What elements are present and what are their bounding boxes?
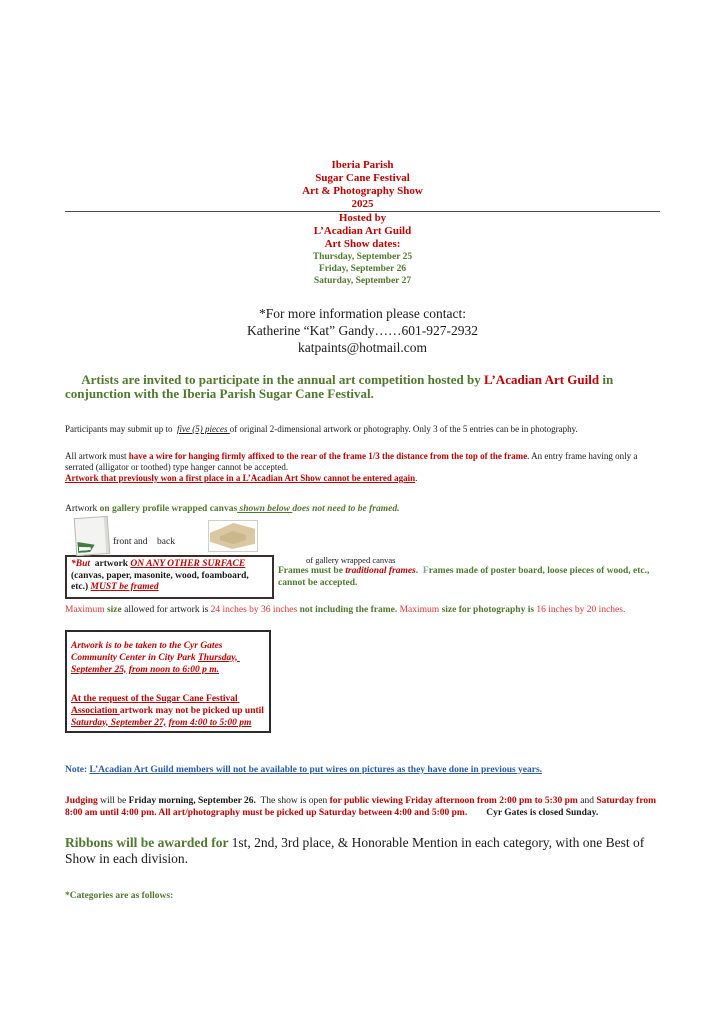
contact-email: katpaints@hotmail.com bbox=[297, 340, 428, 355]
canvas-example-images-row bbox=[65, 517, 660, 555]
title-line-3: Art & Photography Show bbox=[302, 185, 423, 197]
categories-heading: *Categories are as follows: bbox=[65, 890, 174, 901]
title-line-1: Iberia Parish bbox=[331, 159, 394, 171]
contact-name-phone: Katherine “Kat” Gandy……601-927-2932 bbox=[247, 323, 478, 338]
ribbons-paragraph: Ribbons will be awarded for 1st, 2nd, 3rd place, & Honorable Mention in each category, with one Best of Show in each division. bbox=[65, 834, 648, 866]
canvas-front-green-detail bbox=[77, 539, 95, 553]
previous-winner-rule: Artwork that previously won a first place in a L’Acadian Art Show cannot be entered again. bbox=[65, 473, 418, 483]
must-be-framed-box: *But artwork ON ANY OTHER SURFACE (canvas, paper, masonite, wood, foamboard, etc.) MUST be framed bbox=[65, 555, 274, 599]
title-line-2: Sugar Cane Festival bbox=[315, 172, 410, 184]
contact-block bbox=[65, 305, 660, 356]
wire-requirement-paragraph: All artwork must have a wire for hanging firmly affixed to the rear of the frame 1/3 the distance from the top of the frame. An entry frame having only a serrated (alligator or toothed) type hanger cannot be accepted. bbox=[65, 451, 640, 472]
of-gallery-wrapped-canvas-caption: of gallery wrapped canvas bbox=[306, 555, 396, 565]
show-date-friday: Friday, September 26 bbox=[318, 264, 407, 274]
maximum-size-paragraph: Maximum size allowed for artwork is 24 inches by 36 inches not including the frame. Maximum size for photography is 16 inches by 20 inches. bbox=[65, 604, 626, 615]
gallery-canvas-paragraph: Artwork on gallery profile wrapped canvas shown below does not need to be framed. bbox=[65, 504, 400, 514]
judging-paragraph: Judging will be Friday morning, September 26. The show is open for public viewing Friday afternoon from 2:00 pm to 5:30 pm and Saturday from 8:00 am until 4:00 pm. All art/photography must be picked up Saturday between 4:00 and 5:00 pm. Cyr Gates is closed Sunday. bbox=[65, 795, 659, 818]
note-paragraph: Note: L’Acadian Art Guild members will not be available to put wires on pictures as they have done in previous years. bbox=[65, 764, 543, 775]
hosted-by-block bbox=[65, 212, 660, 287]
canvas-back-wood-inner bbox=[220, 531, 246, 544]
guild-name-line: L’Acadian Art Guild bbox=[313, 225, 412, 237]
title-line-4: 2025 bbox=[351, 198, 374, 210]
framing-rules-columns bbox=[65, 555, 660, 599]
frames-column bbox=[274, 555, 660, 589]
pickup-paragraph: At the request of the Sugar Cane Festival Association artwork may not be picked up until Saturday, September 27, from 4:00 to 5:00 pm bbox=[71, 693, 267, 728]
traditional-frames-paragraph: Frames must be traditional frames. Frames made of poster board, loose pieces of wood, etc., cannot be accepted. bbox=[278, 566, 652, 588]
drop-off-pickup-box bbox=[65, 630, 271, 733]
show-date-saturday: Saturday, September 27 bbox=[313, 276, 412, 286]
canvas-front-image bbox=[74, 516, 111, 556]
hosted-by-line: Hosted by bbox=[338, 212, 387, 224]
contact-intro: *For more information please contact: bbox=[259, 306, 466, 321]
show-date-thursday: Thursday, September 25 bbox=[312, 252, 413, 262]
show-dates-label: Art Show dates: bbox=[324, 238, 401, 250]
flyer-title-block bbox=[65, 159, 660, 211]
canvas-back-image bbox=[208, 520, 258, 552]
participants-paragraph: Participants may submit up to five (5) pieces of original 2-dimensional artwork or photography. Only 3 of the 5 entries can be in photography. bbox=[65, 424, 578, 434]
drop-off-paragraph: Artwork is to be taken to the Cyr Gates Community Center in City Park Thursday, September 25, from noon to 6:00 p m. bbox=[71, 640, 240, 675]
invitation-paragraph: Artists are invited to participate in the annual art competition hosted by L’Acadian Art Guild in conjunction with the Iberia Parish Sugar Cane Festival. bbox=[65, 372, 617, 401]
canvas-back-wood-frame bbox=[210, 523, 255, 549]
front-and-back-label: front and back bbox=[113, 537, 175, 547]
